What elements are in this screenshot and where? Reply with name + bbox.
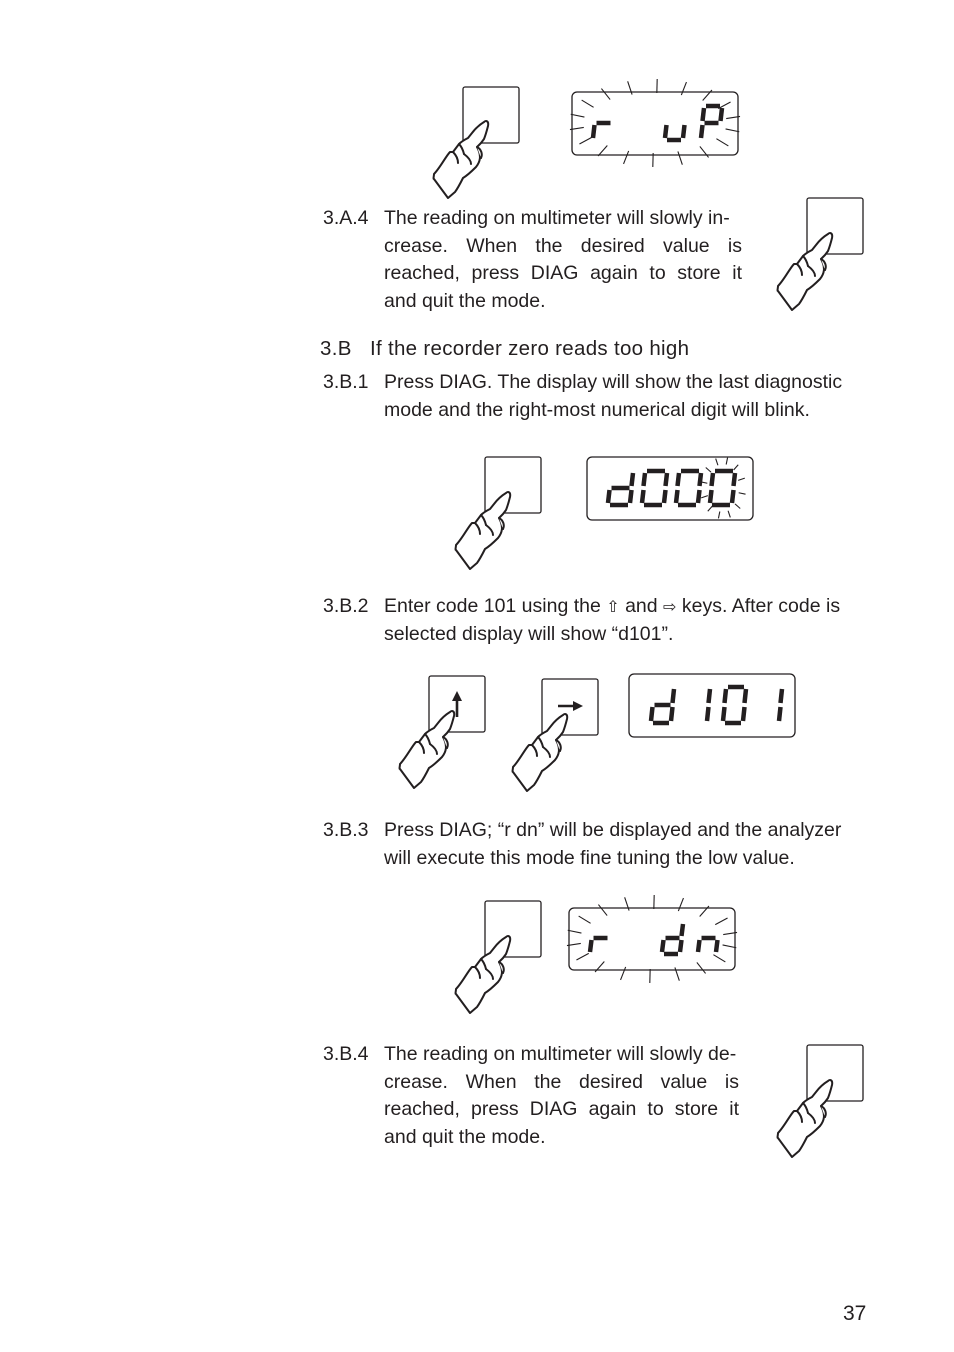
figure-diag-press-store-down (764, 1043, 868, 1161)
digit-segment (644, 473, 646, 486)
text-line: The reading on multimeter will slowly in- (384, 207, 730, 229)
text-line: reached, press DIAG again to store it (384, 262, 742, 284)
digit-segment (716, 940, 718, 952)
step-number: 3.B.2 (323, 595, 369, 617)
text-line: crease. When the desired value is (384, 234, 742, 257)
digit-segment (666, 473, 668, 486)
figure-code-entry-d101 (386, 674, 806, 792)
digit-segment (701, 125, 703, 138)
step-text (384, 205, 742, 315)
figure-diag-press-store-up (764, 196, 868, 314)
digit-segment (703, 108, 705, 121)
digit-segment (698, 490, 700, 503)
lcd-display-d000 (587, 457, 753, 520)
digit-segment (673, 689, 675, 703)
digit-segment (682, 924, 684, 936)
text-line: and quit the mode. (384, 289, 546, 312)
step-number: 3.B.1 (323, 371, 369, 393)
figure-diag-press-rdn (442, 899, 762, 1017)
text-segment: Enter code 101 using the (384, 595, 607, 617)
step-number: 3.B.4 (323, 1043, 369, 1065)
step-text (384, 593, 874, 648)
digit-segment (745, 689, 747, 703)
digit-segment (590, 940, 592, 952)
digit-segment (651, 707, 653, 721)
text-line: and quit the mode. (384, 1125, 546, 1148)
digit-segment (630, 490, 632, 503)
digit-segment (710, 490, 712, 503)
digit-segment (632, 473, 634, 486)
section-heading (320, 336, 689, 362)
text-line: Press DIAG; “r dn” will be displayed and the analyzer (384, 819, 842, 841)
digit-segment (700, 473, 702, 486)
digit-segment (665, 125, 667, 138)
digit-segment (642, 490, 644, 503)
text-line: reached, press DIAG again to store it (384, 1098, 739, 1120)
lcd-display-r-up (570, 79, 740, 167)
digit-segment (664, 490, 666, 503)
section-number: 3.B (320, 337, 352, 360)
digit-segment (678, 473, 680, 486)
text-segment: keys. After code is (676, 595, 841, 617)
text-line: The reading on multimeter will slowly de- (384, 1043, 737, 1065)
pointing-hand-icon (400, 711, 455, 788)
digit-segment (707, 707, 709, 721)
digit-segment (725, 689, 727, 703)
digit-segment (781, 689, 783, 703)
pointing-hand-icon (434, 121, 489, 198)
digit-segment (683, 125, 685, 138)
text-segment: and (619, 595, 664, 617)
digit-segment (732, 490, 734, 503)
digit-segment (712, 473, 714, 486)
pointing-hand-icon (456, 936, 511, 1013)
digit-segment (608, 490, 610, 503)
pointing-hand-icon (778, 233, 833, 310)
figure-diag-press-rup (420, 84, 760, 202)
pointing-hand-icon (513, 714, 568, 791)
step-text (384, 369, 874, 424)
digit-segment (698, 940, 700, 952)
text-line: crease. When the desired value is (384, 1070, 739, 1093)
right-arrow-icon: ⇨ (663, 597, 677, 616)
lcd-display-r-dn (567, 895, 737, 983)
pointing-hand-icon (456, 492, 511, 569)
digit-segment (676, 490, 678, 503)
lcd-display-d101 (629, 674, 795, 737)
step-number: 3.A.4 (323, 207, 369, 229)
text-line: will execute this mode fine tuning the low value. (384, 846, 795, 869)
digit-segment (721, 108, 723, 121)
digit-segment (662, 940, 664, 952)
digit-segment (779, 707, 781, 721)
digit-segment (680, 940, 682, 952)
digit-segment (734, 473, 736, 486)
step-number: 3.B.3 (323, 819, 369, 841)
digit-segment (709, 689, 711, 703)
digit-segment (671, 707, 673, 721)
step-text (384, 817, 884, 872)
pointing-hand-icon (778, 1080, 833, 1157)
text-line: mode and the right-most numerical digit will blink. (384, 398, 810, 421)
text-line: Press DIAG. The display will show the last diagnostic (384, 371, 843, 393)
page-number: 37 (843, 1302, 867, 1325)
digit-segment (743, 707, 745, 721)
digit-segment (593, 125, 595, 138)
text-line: selected display will show “d101”. (384, 622, 674, 645)
digit-segment (723, 707, 725, 721)
up-arrow-icon: ⇧ (606, 597, 620, 616)
figure-diag-press-d000 (442, 455, 762, 573)
section-title: If the recorder zero reads too high (370, 337, 690, 360)
step-text (384, 1041, 739, 1151)
